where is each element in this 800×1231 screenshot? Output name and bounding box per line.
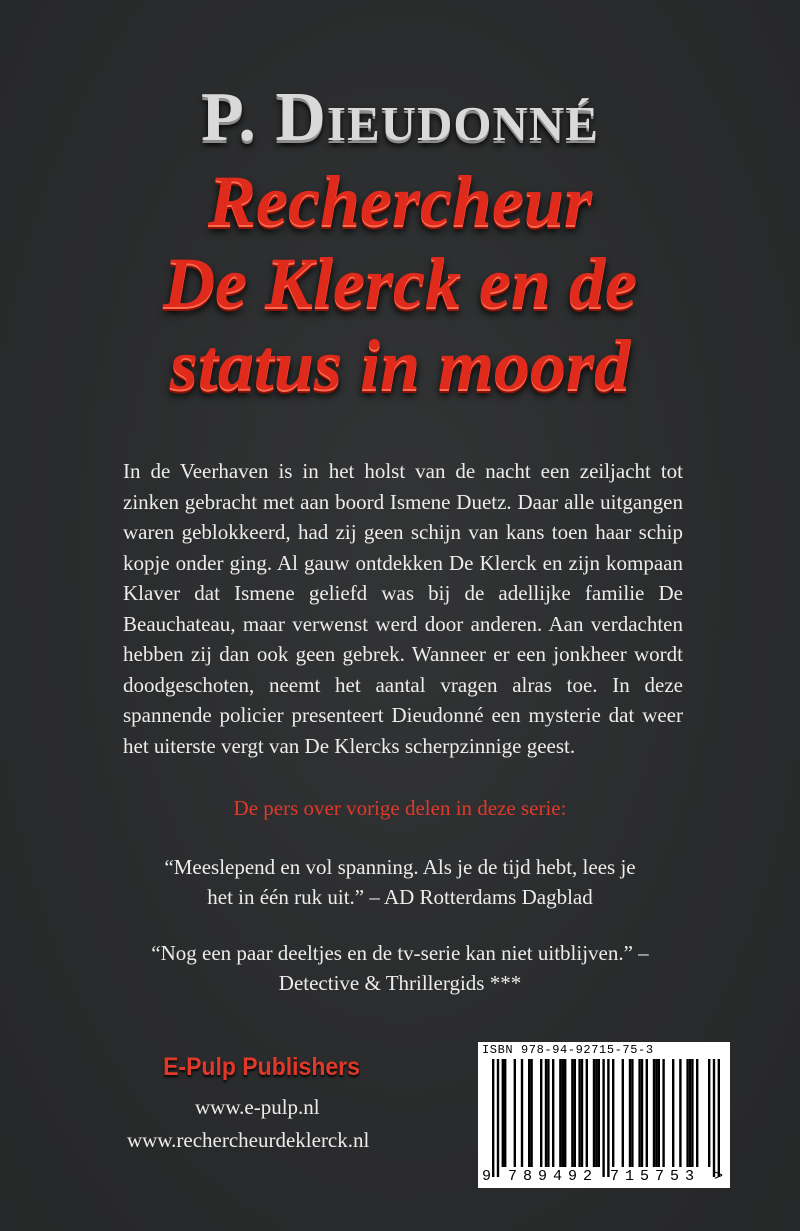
barcode-bar	[672, 1059, 674, 1167]
barcode-bar	[612, 1059, 614, 1167]
isbn-label: ISBN 978-94-92715-75-3	[482, 1043, 654, 1057]
author-name: P. Dieudonné	[201, 79, 599, 156]
quote-1-line-2: het in één ruk uit.” – AD Rotterdams Dagblad	[207, 885, 593, 909]
barcode-bar	[598, 1059, 600, 1167]
barcode-digits-left: 789492	[508, 1168, 599, 1185]
barcode-bar	[502, 1059, 504, 1167]
series-url: www.rechercheurdeklerck.nl	[127, 1128, 370, 1152]
title-line-2: De Klerck en de	[163, 243, 637, 323]
publisher-name: E-Pulp Publishers	[163, 1053, 360, 1081]
barcode-bar	[713, 1059, 715, 1177]
barcode-digits	[478, 1168, 730, 1188]
barcode-bar	[530, 1059, 532, 1167]
barcode-bar	[691, 1059, 693, 1167]
quote-1-line-1: “Meeslepend en vol spanning. Als je de tijd hebt, lees je	[164, 855, 636, 879]
barcode-bar	[545, 1059, 547, 1167]
barcode-bar	[602, 1059, 604, 1177]
barcode-bar	[646, 1059, 648, 1167]
barcode-bar	[521, 1059, 523, 1167]
publisher-url: www.e-pulp.nl	[195, 1095, 320, 1119]
barcode-bar	[528, 1059, 530, 1167]
barcode-bar	[708, 1059, 710, 1167]
barcode-bar	[662, 1059, 664, 1167]
barcode-bar	[638, 1059, 640, 1167]
barcode-bar	[586, 1059, 588, 1167]
barcode-bar	[593, 1059, 595, 1167]
barcode-bar	[504, 1059, 506, 1167]
barcode-bar	[653, 1059, 655, 1167]
barcode-bar	[559, 1059, 561, 1167]
barcode-bar	[607, 1059, 609, 1177]
barcode-digit-first: 9	[482, 1168, 492, 1185]
barcode-bar	[514, 1059, 516, 1167]
barcode-end-marker: >	[714, 1168, 724, 1185]
barcode-bar	[547, 1059, 549, 1167]
barcode-bar	[629, 1059, 631, 1167]
barcode-bar	[655, 1059, 657, 1167]
barcode-bar	[581, 1059, 583, 1167]
barcode-digits-right: 715753	[610, 1168, 701, 1185]
press-quote-2	[0, 938, 800, 998]
barcode-bar	[686, 1059, 688, 1167]
title-line-1: Rechercheur	[208, 161, 592, 241]
barcode-bar	[552, 1059, 554, 1167]
title-line-3: status in moord	[169, 325, 631, 405]
barcode-bar	[622, 1059, 624, 1167]
barcode-bar	[718, 1059, 720, 1177]
quote-2-line-2: Detective & Thrillergids ***	[278, 971, 522, 995]
barcode-bar	[641, 1059, 643, 1167]
quote-2-line-1: “Nog een paar deeltjes en de tv-serie kan niet uitblijven.” –	[151, 941, 649, 965]
press-heading: De pers over vorige delen in deze serie:	[233, 796, 567, 820]
barcode-bar	[689, 1059, 691, 1167]
barcode-bar	[578, 1059, 580, 1167]
barcode-bar	[631, 1059, 633, 1167]
barcode-bar	[679, 1059, 681, 1167]
press-quote-1	[0, 852, 800, 912]
barcode-bar	[595, 1059, 597, 1167]
isbn-barcode	[478, 1042, 730, 1188]
barcode-bar	[574, 1059, 576, 1167]
barcode-bar	[696, 1059, 698, 1167]
barcode-bar	[540, 1059, 542, 1167]
blurb-text: In de Veerhaven is in het holst van de nacht een zeiljacht tot zinken gebracht met aan boord Ismene Duetz. Daar alle uitgangen waren geblokkeerd, had zij geen schijn van kans toen haar schip kopje onder ging. Al gauw ontdekken De Klerck en zijn kompaan Klaver dat Ismene geliefd was bij de adellijke familie De Beauchateau, maar verwenst werd door anderen. Aan verdachten hebben zij dan ook geen gebrek. Wanneer er een jonkheer wordt doodgeschoten, neemt het aantal vragen alras toe. In deze spannende policier presenteert Dieudonné een mysterie dat weer het uiterste vergt van De Klercks scherpzinnige geest.	[123, 459, 683, 758]
barcode-bar	[497, 1059, 499, 1177]
barcode-bar	[562, 1059, 564, 1167]
book-title	[0, 160, 800, 406]
barcode-bar	[564, 1059, 566, 1167]
barcode-bar	[492, 1059, 494, 1177]
barcode-bar	[571, 1059, 573, 1167]
barcode-bar	[658, 1059, 660, 1167]
barcode-bars	[478, 1042, 730, 1188]
